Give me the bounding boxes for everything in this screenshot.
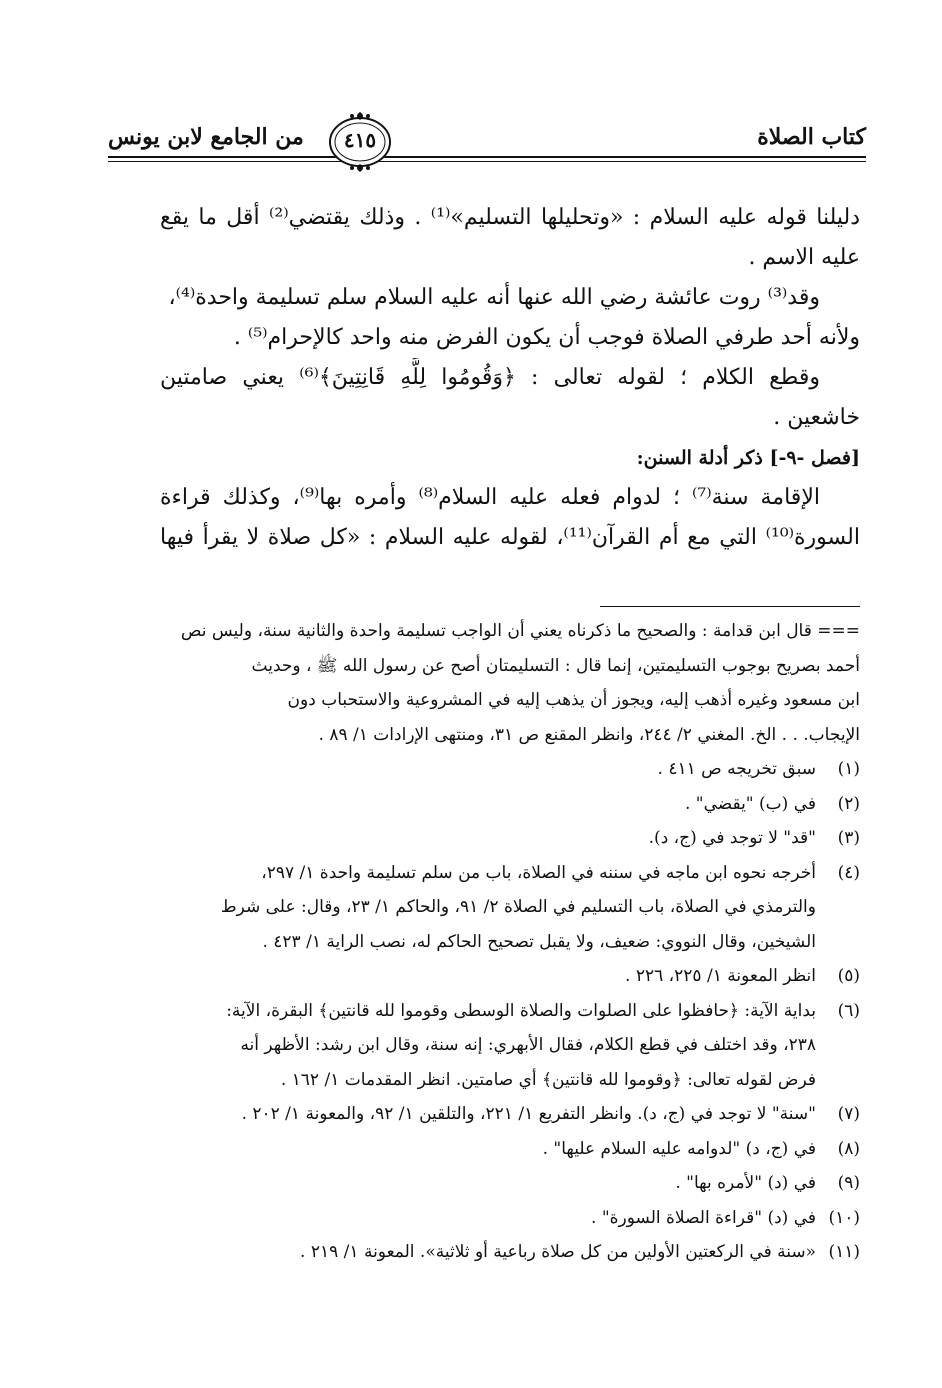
footnote-4-cont: الشيخين، وقال النووي: ضعيف، ولا يقبل تصحيح الحاكم له، نصب الراية ١/ ٤٢٣ . [262,931,816,952]
footnote-continuation-line: === قال ابن قدامة : والصحيح ما ذكرناه يعني أن الواجب تسليمة واحدة والثانية سنة، وليس نص [180,621,860,641]
source-title: من الجامع لابن يونس [108,124,304,150]
header-rule-thin [108,161,866,162]
footnote-continuation-line: ابن مسعود وغيره أذهب إليه، ويجوز أن يذهب إليه في المشروعية والاستحباب دون [287,690,860,710]
footnote-number: (٧) [837,1104,860,1124]
footnote-text: أخرجه نحوه ابن ماجه في سننه في الصلاة، باب من سلم تسليمة واحدة ١/ ٢٩٧، [261,862,816,883]
footnote-text: في (د) "قراءة الصلاة السورة" . [591,1207,816,1228]
footnote-continuation-line: أحمد بصريح بوجوب التسليمتين، إنما قال : التسليمتان أصح عن رسول الله ﷺ ، وحديث [251,655,860,676]
footnote-number: (٥) [837,966,860,986]
footnotes [160,614,860,1270]
footnote-number: (١١) [828,1242,860,1262]
page-number: ٤١٥ [343,128,377,152]
section-heading: [فصل -٩-] ذكر أدلة السنن: [636,447,860,469]
footnote-text: "سنة" لا توجد في (ج، د). وانظر التفريع ١/ ٢٢١، والتلقين ١/ ٩٢، والمعونة ١/ ٢٠٢ . [241,1104,816,1124]
footnote-number: (١٠) [828,1207,860,1228]
footnote-text: في (د) "لأمره بها" . [675,1173,816,1193]
text-line: عليه الاسم . [748,245,860,270]
text-line: خاشعين . [773,405,860,430]
footnote-number: (٢) [837,793,860,814]
running-header [108,118,866,168]
footnote-10 [160,1201,860,1236]
footnote-8 [160,1132,860,1167]
footnote-4 [160,856,860,891]
footnote-11 [160,1235,860,1270]
footnote-3 [160,821,860,856]
footnote-4-cont: والترمذي في الصلاة، باب التسليم في الصلاة ٢/ ٩١، والحاكم ١/ ٢٣، وقال: على شرط [220,897,816,917]
footnote-separator [600,606,860,607]
footnote-text: «سنة في الركعتين الأولين من كل صلاة رباعية أو ثلاثية». المعونة ١/ ٢١٩ . [300,1242,816,1262]
footnote-2 [160,787,860,822]
footnote-7 [160,1097,860,1132]
footnote-5 [160,959,860,994]
text-line: ولأنه أحد طرفي الصلاة فوجب أن يكون الفرض منه واحد كالإحرام⁽⁵⁾ . [233,325,860,350]
footnote-1 [160,752,860,787]
footnote-continuation-line: الإيجاب. . . الخ. المغني ٢/ ٢٤٤، وانظر المقنع ص ٣١، ومنتهى الإرادات ١/ ٨٩ . [318,724,860,745]
footnote-6-cont: فرض لقوله تعالى: ﴿وقوموا لله قانتين﴾ أي صامتين. انظر المقدمات ١/ ١٦٢ . [280,1069,816,1090]
footnote-text: انظر المعونة ١/ ٢٢٥، ٢٢٦ . [625,966,816,986]
footnote-number: (٤) [837,862,860,883]
text-line: السورة⁽¹⁰⁾ التي مع أم القرآن⁽¹¹⁾، لقوله عليه السلام : «كل صلاة لا يقرأ فيها [160,525,860,550]
footnote-9 [160,1166,860,1201]
main-text [160,198,860,558]
footnote-number: (٦) [837,1000,860,1021]
footnote-number: (٨) [837,1138,860,1159]
text-line: دليلنا قوله عليه السلام : «وتحليلها التسليم»⁽¹⁾ . وذلك يقتضي⁽²⁾ أقل ما يقع [160,205,860,230]
header-rule [108,156,866,158]
book-title: كتاب الصلاة [757,124,866,150]
text-line: وقطع الكلام ؛ لقوله تعالى : ﴿وَقُومُوا لِلَّهِ قَانِتِينَ﴾⁽⁶⁾ يعني صامتين [160,365,820,390]
footnote-text: سبق تخريجه ص ٤١١ . [657,759,816,779]
footnote-text: "قد" لا توجد في (ج، د). [648,828,816,848]
footnote-text: بداية الآية: ﴿حافظوا على الصلوات والصلاة الوسطى وقوموا لله قانتين﴾ البقرة، الآية: [226,1000,816,1021]
text-line: وقد⁽³⁾ روت عائشة رضي الله عنها أنه عليه السلام سلم تسليمة واحدة⁽⁴⁾، [168,285,820,310]
footnote-number: (٩) [837,1173,860,1193]
footnote-number: (١) [837,759,860,779]
footnote-6-cont: ٢٣٨، وقد اختلف في قطع الكلام، فقال الأبهري: إنه سنة، وقال ابن رشد: الأظهر أنه [240,1035,816,1055]
footnote-text: في (ج، د) "لدوامه عليه السلام عليها" . [542,1138,816,1159]
footnote-number: (٣) [837,828,860,848]
footnote-text: في (ب) "يقضي" . [684,793,816,814]
text-line: الإقامة سنة⁽⁷⁾ ؛ لدوام فعله عليه السلام⁽⁸⁾ وأمره بها⁽⁹⁾، وكذلك قراءة [160,485,820,510]
footnote-6 [160,994,860,1029]
